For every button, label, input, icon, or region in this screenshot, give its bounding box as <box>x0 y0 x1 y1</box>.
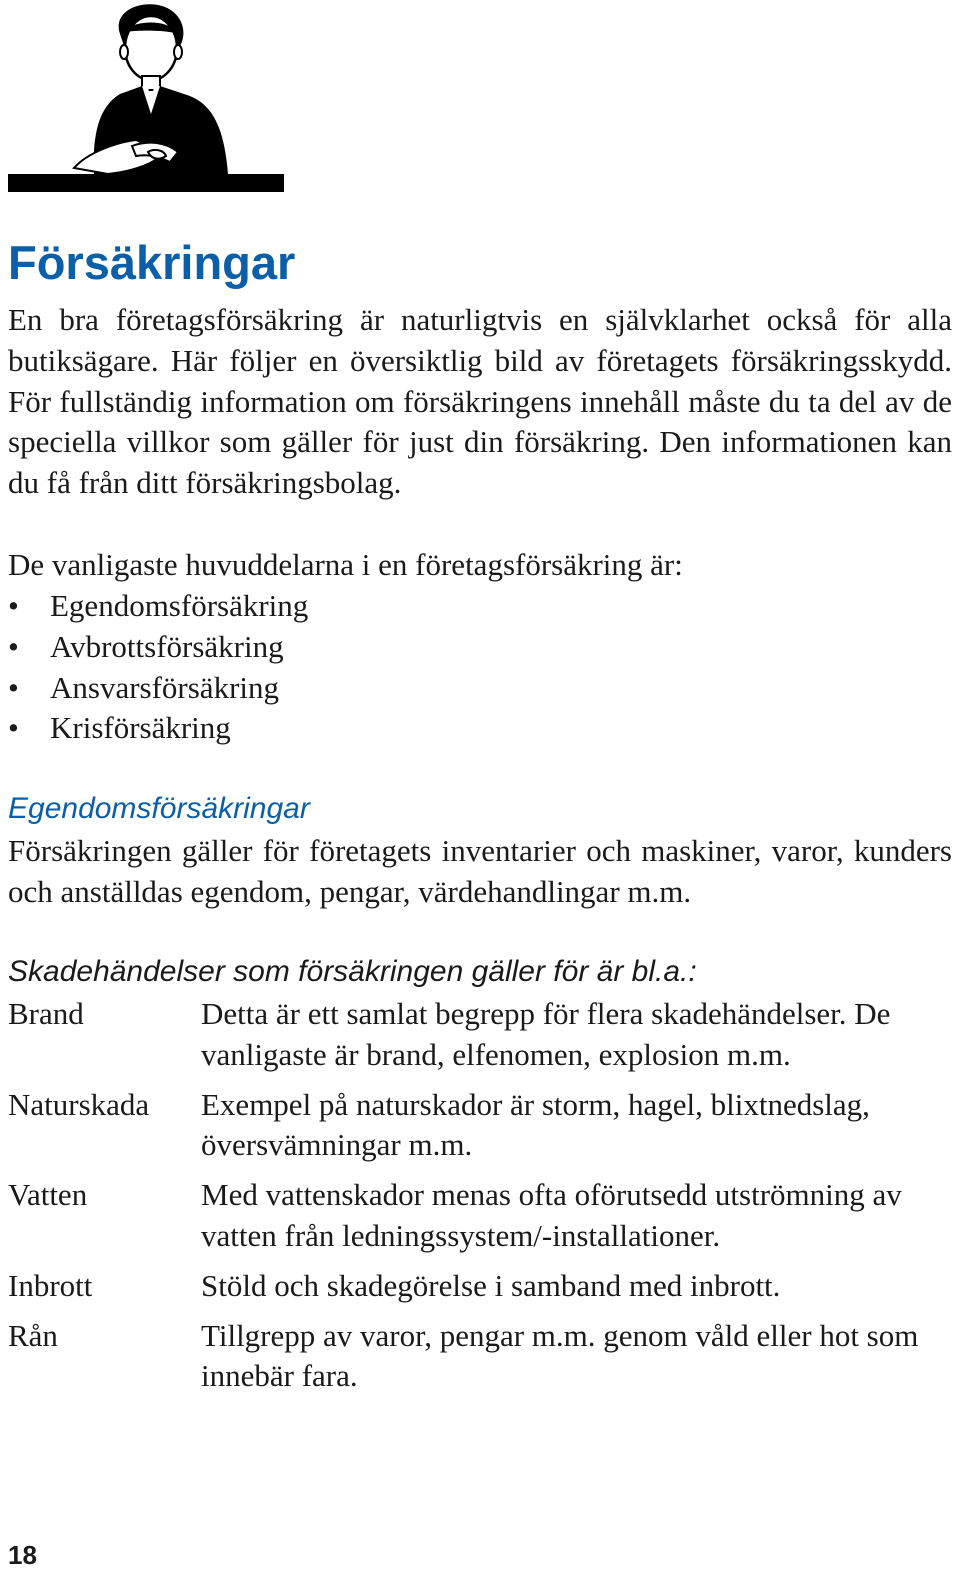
list-item-label: Avbrottsförsäkring <box>50 628 284 664</box>
events-definition-list <box>8 994 952 1406</box>
list-item <box>8 627 308 668</box>
section-paragraph: Försäkringen gäller för företagets inventarier och maskiner, varor, kunders och anställdas egendom, pengar, värdehandlingar m.m. <box>8 833 952 909</box>
definition-row <box>8 994 952 1076</box>
definition-term: Naturskada <box>8 1086 150 1122</box>
definition-row <box>8 1085 952 1167</box>
page-number: 18 <box>8 1540 37 1570</box>
definition-description: Tillgrepp av varor, pengar m.m. genom våld eller hot som innebär fara. <box>201 1317 919 1394</box>
section-heading: Egendomsförsäkringar <box>8 792 310 825</box>
person-reading-document-icon <box>8 2 284 192</box>
bullet-icon: • <box>8 669 19 705</box>
definition-description: Exempel på naturskador är storm, hagel, blixtnedslag, översvämningar m.m. <box>201 1086 870 1163</box>
bullet-icon: • <box>8 710 19 746</box>
list-item-label: Ansvarsförsäkring <box>50 669 280 705</box>
page-title: Försäkringar <box>8 236 296 289</box>
bullet-icon: • <box>8 628 19 664</box>
list-item <box>8 668 308 709</box>
definition-row <box>8 1266 952 1307</box>
bullet-icon: • <box>8 588 19 623</box>
definition-term: Brand <box>8 996 84 1031</box>
events-heading: Skadehändelser som försäkringen gäller för är bl.a.: <box>8 955 697 988</box>
list-item-label: Krisförsäkring <box>50 710 231 746</box>
insurance-types-list <box>8 586 308 749</box>
definition-description: Med vattenskador menas ofta oförutsedd utströmning av vatten från ledningssystem/-installationer. <box>201 1177 902 1253</box>
definition-term: Vatten <box>8 1177 88 1213</box>
definition-row <box>8 1175 952 1257</box>
intro-paragraph: En bra företagsförsäkring är naturligtvis en självklarhet också för alla butiksägare. Här följer en översiktlig bild av företagets försäkringsskydd. För fullständig information om försäkringens innehåll måste du ta del av de speciella villkor som gäller för just din försäkring. Den informationen kan du få från ditt försäkringsbolag. <box>8 302 952 501</box>
definition-description: Detta är ett samlat begrepp för flera skadehändelser. De vanligaste är brand, elfenomen, explosion m.m. <box>201 996 891 1072</box>
definition-term: Inbrott <box>8 1267 93 1303</box>
list-item-label: Egendomsförsäkring <box>50 588 309 623</box>
list-item <box>8 708 308 749</box>
definition-row <box>8 1316 952 1398</box>
list-item <box>8 586 308 627</box>
list-lead: De vanligaste huvuddelarna i en företagsförsäkring är: <box>8 547 683 582</box>
definition-description: Stöld och skadegörelse i samband med inbrott. <box>201 1267 781 1303</box>
definition-term: Rån <box>8 1317 58 1353</box>
